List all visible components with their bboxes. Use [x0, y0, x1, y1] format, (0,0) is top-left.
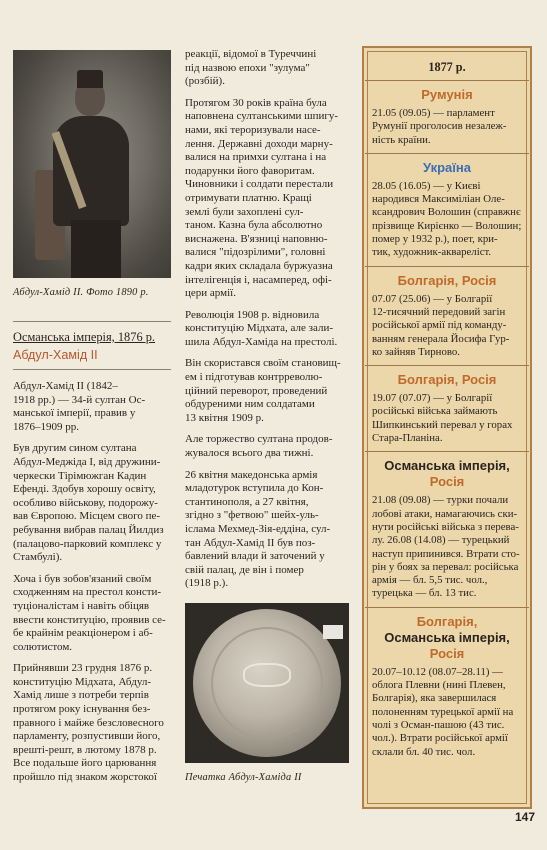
text-line: 12-тисячний передовий загін	[372, 305, 506, 318]
text-line: ксандрович Волошин (справжнє	[372, 206, 521, 219]
text-line: Стамбулі).	[13, 551, 63, 564]
seal-caption: Печатка Абдул-Хаміда II	[185, 771, 302, 783]
text-line: Але торжество султана продов-	[185, 433, 333, 446]
text-line: стантинополя, а 27 квітня,	[185, 495, 309, 508]
text-line: Абдул-Меджіда I, від дружини-	[13, 455, 161, 468]
region-name: Росія	[429, 645, 465, 661]
region-heading: Румунія	[421, 87, 473, 102]
text-line: 26 квітня македонська армія	[185, 468, 318, 481]
paragraph	[185, 48, 351, 89]
text-line: Абдул-Хамід II (1842–	[13, 380, 118, 392]
divider	[365, 153, 529, 154]
text-line: (палацово-парковий комплекс у	[13, 537, 162, 550]
left-column	[13, 50, 171, 793]
divider	[365, 607, 529, 608]
region-name: Османська імперія,	[384, 629, 510, 645]
region-heading: Болгарія, Росія	[397, 272, 497, 288]
text-line: (1918 р.).	[185, 577, 229, 590]
text-line: 1918 рр.) — 34-й султан Ос-	[13, 393, 146, 406]
panel-content	[372, 60, 522, 765]
text-line: Хоча і був зобов'язаний своїм	[13, 572, 152, 585]
text-line: Шипкинський перевал у горах	[372, 418, 513, 431]
region-name: Росія	[429, 474, 465, 490]
paragraph	[185, 433, 351, 460]
text-line: російської армії під команду-	[372, 319, 507, 332]
text-line: чол.). Втрати російської армії	[372, 732, 508, 745]
region-name: Османська імперія,	[384, 458, 510, 474]
text-line: манської імперії, правив у	[13, 407, 136, 420]
text-line: свій палац, де він і помер	[185, 563, 304, 576]
text-line: (розбій).	[185, 75, 225, 88]
text-line: кадри яких складала буржуазна	[185, 259, 333, 272]
text-line: чолі з Осман-пашою (43 тис.	[372, 718, 505, 731]
text-line: обдуреними ним солдатами	[185, 398, 315, 411]
text-line: шила Абдул-Хаміда на престолі.	[185, 335, 338, 348]
text-line: правного і майже безсловесного	[13, 716, 164, 729]
divider	[365, 451, 529, 452]
text-line: сходженням на престол консти-	[13, 586, 162, 599]
text-line: 13 квітня 1909 р.	[185, 411, 264, 424]
paragraph	[13, 662, 171, 784]
divider	[365, 266, 529, 267]
text-line: прізвище Кирієнко — Волошин;	[372, 219, 522, 232]
event-text	[372, 107, 522, 147]
text-line: ко зайняв Тирново.	[372, 345, 460, 358]
text-line: особливо військову, подорожу-	[13, 496, 158, 509]
text-line: склали бл. 40 тис. чол.	[372, 745, 476, 758]
text-line: згідно з "фетвою" шейх-уль-	[185, 509, 319, 522]
text-line: тик, художник-аквареліст.	[372, 246, 492, 259]
text-line: Він скористався своїм становищ-	[185, 357, 341, 370]
text-line: врешті-решт, в лютому 1878 р.	[13, 743, 157, 756]
text-line: 19.07 (07.07) — у Болгарії	[372, 392, 493, 405]
paragraph	[185, 309, 351, 350]
paragraph	[185, 97, 351, 301]
text-line: іслама Мехмед-Зія-еддіна, сул-	[185, 523, 331, 535]
text-line: полоненням турецької армії на	[372, 705, 514, 718]
paragraph	[185, 469, 351, 591]
event-text	[372, 293, 522, 359]
text-line: тан Абдул-Хамід II був поз-	[185, 536, 316, 549]
text-line: вав Європою. Місцем свого пе-	[13, 510, 161, 523]
text-line: Все подальше його царювання	[13, 757, 157, 770]
text-line: Румунії проголосив незалеж-	[372, 120, 507, 133]
text-line: Болгарія), яка завершилася	[372, 692, 497, 705]
event-text	[372, 494, 522, 600]
text-line: реакції, відомої в Туреччині	[185, 48, 317, 60]
year-heading: 1877 р.	[428, 60, 466, 74]
section-title: Османська імперія, 1876 р.	[13, 330, 156, 344]
text-line: Ефенді. Здобув хорошу освіту,	[13, 483, 156, 496]
text-line: 21.08 (09.08) — турки почали	[372, 494, 509, 507]
region-heading: Україна	[422, 159, 471, 175]
text-line: Протягом 30 років країна була	[185, 96, 327, 109]
text-line: ребування вибрав палац Йилдиз	[13, 523, 164, 536]
text-line: жувалося всього два тижні.	[185, 447, 314, 460]
text-line: лобові атаки, намагаючись ски-	[372, 507, 518, 520]
text-line: ванням генерала Йосифа Гур-	[372, 332, 510, 345]
text-line: протягом року існування без-	[13, 703, 151, 716]
text-line: цери армії.	[185, 287, 236, 300]
text-line: інтелігенція і, насамперед, офі-	[185, 273, 332, 286]
text-line: Стара-Планіна.	[372, 432, 443, 445]
region-heading: Болгарія, Росія	[397, 372, 497, 388]
text-line: Чиновники і солдати перестали	[185, 178, 334, 191]
text-line: лення. Державні доходи марну-	[185, 137, 333, 150]
timeline-panel	[362, 46, 532, 809]
photo-caption: Абдул-Хамід II. Фото 1890 р.	[13, 287, 149, 298]
paragraph	[185, 357, 351, 425]
region-heading	[372, 614, 522, 662]
text-line: туціоналістам і навіть обіцяв	[13, 599, 150, 612]
region-name: Болгарія,	[416, 613, 478, 629]
text-line: солютистом.	[13, 640, 73, 653]
text-line: землі були захоплені сул-	[185, 205, 304, 218]
text-line: нути російські війська з перева-	[372, 520, 519, 533]
text-line: 1876–1909 рр.	[13, 420, 79, 433]
text-line: пройшло під знаком жорстокої	[13, 771, 157, 784]
text-line: російські війська займають	[372, 405, 498, 418]
text-line: 07.07 (25.06) — у Болгарії	[372, 292, 493, 305]
section-subtitle: Абдул-Хамід II	[13, 348, 98, 362]
text-line: бе крайнім реакціонером і аб-	[13, 627, 153, 640]
text-line: ність країни.	[372, 133, 431, 146]
text-line: черкески Тірімюжган Кадин	[13, 469, 147, 482]
text-line: помер у 1932 р.), поет, кри-	[372, 233, 498, 246]
text-line: Хамід лише з потреби терпів	[13, 689, 149, 702]
text-line: лу. 26.08 (14.08) — турецький	[372, 534, 510, 547]
text-line: Революція 1908 р. відновила	[185, 308, 320, 321]
text-line: виснажена. В'язниці наповню-	[185, 232, 328, 245]
text-line: таном. Казна була абсолютно	[185, 219, 323, 232]
text-line: ційний переворот, проведений	[185, 384, 328, 397]
text-line: армія — бл. 5,5 тис. чол.,	[372, 574, 488, 587]
text-line: нами, які тероризували насе-	[185, 123, 321, 136]
text-line: наступ припинився. Втрати сто-	[372, 547, 520, 560]
page-number: 147	[514, 810, 535, 824]
region-heading	[372, 458, 522, 490]
text-line: Прийнявши 23 грудня 1876 р.	[13, 662, 153, 675]
text-line: народився Максиміліан Оле-	[372, 193, 505, 206]
text-line: ввести конституцію, проявив се-	[13, 613, 166, 626]
middle-column	[185, 48, 351, 784]
text-line: бавлений влади й заточений у	[185, 550, 325, 563]
text-line: ем і підготував контрреволю-	[185, 371, 323, 384]
text-line: валися "підозрілими", головні	[185, 246, 326, 259]
text-line: парламенту, розпустивши його,	[13, 730, 161, 743]
text-line: валися на примхи султана і на	[185, 151, 327, 164]
paragraph	[13, 380, 171, 434]
divider	[13, 369, 171, 370]
event-text	[372, 666, 522, 759]
text-line: 21.05 (09.05) — парламент	[372, 107, 495, 119]
text-line: 28.05 (16.05) — у Києві	[372, 179, 481, 192]
text-line: подарунки його фаворитам.	[185, 164, 315, 177]
paragraph	[13, 573, 171, 655]
event-text	[372, 180, 522, 260]
text-line: Був другим сином султана	[13, 442, 137, 455]
text-line: отримувати платню. Кращі	[185, 191, 312, 204]
text-line: конституцію Мідхата, але зали-	[185, 322, 333, 335]
divider	[365, 365, 529, 366]
paragraph	[13, 442, 171, 564]
text-line: рін у боях за перевал: російська	[372, 560, 519, 573]
divider	[365, 80, 529, 81]
text-line: 20.07–10.12 (08.07–28.11) —	[372, 665, 503, 678]
portrait-photo	[13, 50, 171, 278]
text-line: під назвою епохи "зулума"	[185, 61, 310, 74]
divider	[13, 321, 171, 322]
text-line: конституцію Мідхата, Абдул-	[13, 675, 152, 688]
event-text	[372, 392, 522, 445]
seal-photo	[185, 603, 349, 763]
text-line: облога Плевни (нині Плевен,	[372, 679, 506, 692]
text-line: турецька — бл. 13 тис.	[372, 587, 477, 600]
text-line: младотурок вступила до Кон-	[185, 482, 324, 495]
text-line: наповнена султанськими шпигу-	[185, 110, 339, 123]
